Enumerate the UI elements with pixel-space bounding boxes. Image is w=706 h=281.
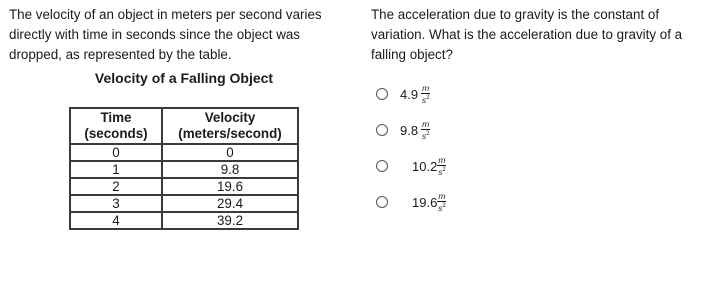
header-time: Time (seconds) [70, 108, 162, 144]
table-header-row [70, 108, 298, 144]
unit-denominator [422, 94, 430, 105]
unit-fraction [437, 156, 446, 177]
cell-time: 4 [70, 212, 162, 229]
cell-time: 0 [70, 144, 162, 161]
cell-time: 2 [70, 178, 162, 195]
cell-velocity: 39.2 [162, 212, 298, 229]
choice-value: 19.6 [412, 194, 438, 210]
answer-choices [376, 76, 446, 220]
unit-base: s [421, 130, 427, 141]
header-velocity: Velocity (meters/second) [162, 108, 298, 144]
unit-numerator: m [438, 154, 446, 165]
velocity-table [69, 107, 299, 230]
unit-fraction [437, 192, 446, 213]
cell-velocity: 9.8 [162, 161, 298, 178]
table-row [70, 161, 298, 178]
answer-choice-1[interactable] [376, 76, 446, 112]
cell-velocity: 29.4 [162, 195, 298, 212]
passage-text: The velocity of an object in meters per second varies directly with time in seconds since the object was dropped, as represented by the table. [9, 7, 322, 62]
unit-numerator: m [422, 82, 430, 93]
unit-exponent: 2 [442, 202, 446, 209]
cell-velocity: 0 [162, 144, 298, 161]
unit-exponent: 2 [426, 130, 430, 137]
answer-choice-2[interactable] [376, 112, 446, 148]
unit-numerator: m [438, 190, 446, 201]
cell-velocity: 19.6 [162, 178, 298, 195]
table-title: Velocity of a Falling Object [94, 70, 274, 86]
unit-fraction [421, 84, 430, 105]
unit-base: s [438, 166, 443, 177]
table-row [70, 178, 298, 195]
choice-value: 10.2 [412, 158, 438, 174]
radio-button[interactable] [376, 160, 388, 172]
unit-fraction [421, 120, 430, 141]
answer-choice-4[interactable] [376, 184, 446, 220]
unit-numerator: m [422, 118, 430, 129]
table-row [70, 195, 298, 212]
unit-base: s [421, 94, 427, 105]
cell-time: 1 [70, 161, 162, 178]
unit-denominator [422, 130, 430, 141]
unit-base: s [438, 202, 443, 213]
answer-choice-3[interactable] [376, 148, 446, 184]
question-text: The acceleration due to gravity is the constant of variation. What is the acceleration due to gravity of a falling object? [371, 7, 683, 62]
table-row [70, 144, 298, 161]
unit-exponent: 2 [442, 166, 446, 173]
radio-button[interactable] [376, 196, 388, 208]
cell-time: 3 [70, 195, 162, 212]
unit-exponent: 2 [426, 94, 430, 101]
choice-value: 4.9 [400, 86, 419, 102]
radio-button[interactable] [376, 88, 388, 100]
unit-denominator [438, 166, 446, 177]
table-row [70, 212, 298, 229]
unit-denominator [438, 202, 446, 213]
radio-button[interactable] [376, 124, 388, 136]
choice-value: 9.8 [400, 122, 419, 138]
